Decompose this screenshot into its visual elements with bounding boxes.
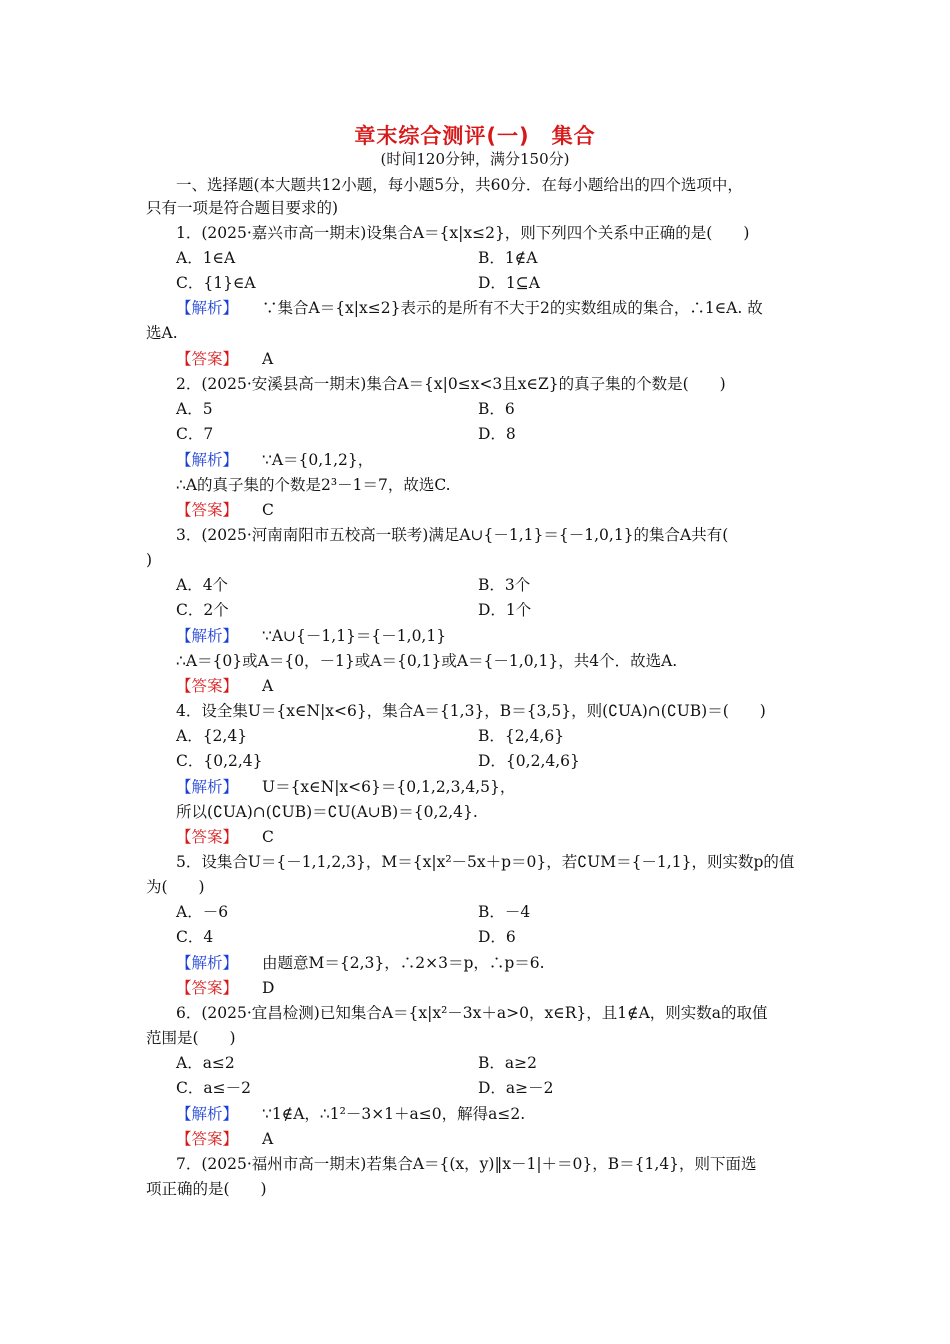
q2-option-c: C．7 xyxy=(176,425,214,443)
q7-stem: 7．(2025·福州市高一期末)若集合A＝{(x，y)‖x－1|＋＝0}，B＝{1,4}，则下面选 xyxy=(176,1155,757,1173)
q3-stem: 3．(2025·河南南阳市五校高一联考)满足A∪{－1,1}＝{－1,0,1}的集合A共有( xyxy=(176,526,729,544)
q1-answer-label: 【答案】 xyxy=(176,350,239,368)
q6-option-a: A．a≤2 xyxy=(176,1054,235,1072)
q1-option-b: B．1∉A xyxy=(478,249,538,267)
q6-stem-cont: 范围是( ) xyxy=(146,1029,236,1047)
q5-option-a: A．－6 xyxy=(176,903,229,921)
q4-analysis-cont: 所以(∁UA)∩(∁UB)＝∁U(A∪B)＝{0,2,4}. xyxy=(176,803,478,821)
q4-option-b: B．{2,4,6} xyxy=(478,727,565,745)
q4-stem: 4．设全集U＝{x∈N|x<6}，集合A＝{1,3}，B＝{3,5}，则(∁UA)∩(∁UB)＝( ) xyxy=(176,702,766,720)
q6-stem: 6．(2025·宜昌检测)已知集合A＝{x|x²－3x＋a>0，x∈R}，且1∉A，则实数a的取值 xyxy=(176,1004,768,1022)
q6-answer-label: 【答案】 xyxy=(176,1130,239,1148)
q2-option-b: B．6 xyxy=(478,400,515,418)
q5-answer: D xyxy=(262,979,275,997)
q4-analysis-label: 【解析】 xyxy=(176,778,239,796)
q2-analysis: ∵A＝{0,1,2}， xyxy=(262,451,374,469)
q4-option-a: A．{2,4} xyxy=(176,727,248,745)
q1-option-d: D．1⊆A xyxy=(478,274,540,292)
q3-stem-cont: ) xyxy=(146,551,153,569)
q3-option-c: C．2个 xyxy=(176,601,229,619)
q2-answer: C xyxy=(262,501,274,519)
q2-answer-label: 【答案】 xyxy=(176,501,239,519)
page-title: 章末综合测评(一) 集合 xyxy=(354,124,596,148)
q3-analysis-cont: ∴A＝{0}或A＝{0，－1}或A＝{0,1}或A＝{－1,0,1}，共4个．故选A. xyxy=(176,652,678,670)
q6-analysis-label: 【解析】 xyxy=(176,1105,239,1123)
q3-answer: A xyxy=(262,677,274,695)
q5-option-c: C．4 xyxy=(176,928,214,946)
q4-answer-label: 【答案】 xyxy=(176,828,239,846)
section-heading: 一、选择题(本大题共12小题，每小题5分，共60分．在每小题给出的四个选项中， xyxy=(176,176,743,194)
q3-option-d: D．1个 xyxy=(478,601,532,619)
q2-option-a: A．5 xyxy=(176,400,213,418)
q3-answer-label: 【答案】 xyxy=(176,677,239,695)
q5-analysis-label: 【解析】 xyxy=(176,954,239,972)
q2-stem: 2．(2025·安溪县高一期末)集合A＝{x|0≤x<3且x∈Z}的真子集的个数是( ) xyxy=(176,375,726,393)
q3-option-a: A．4个 xyxy=(176,576,229,594)
q1-answer: A xyxy=(262,350,274,368)
q1-option-a: A．1∈A xyxy=(176,249,236,267)
q1-stem: 1．(2025·嘉兴市高一期末)设集合A＝{x|x≤2}，则下列四个关系中正确的是( ) xyxy=(176,224,750,242)
q2-analysis-cont: ∴A的真子集的个数是2³－1＝7，故选C. xyxy=(176,476,451,494)
q4-analysis: U＝{x∈N|x<6}＝{0,1,2,3,4,5}， xyxy=(262,778,516,796)
q5-option-b: B．－4 xyxy=(478,903,531,921)
q6-option-d: D．a≥－2 xyxy=(478,1079,554,1097)
q1-analysis: ∵集合A＝{x|x≤2}表示的是所有不大于2的实数组成的集合，∴1∈A. 故 xyxy=(262,299,763,317)
q1-analysis-label: 【解析】 xyxy=(176,299,239,317)
q6-answer: A xyxy=(262,1130,274,1148)
q1-analysis-cont: 选A. xyxy=(146,324,178,342)
q3-analysis: ∵A∪{－1,1}＝{－1,0,1} xyxy=(262,627,447,645)
q5-stem: 5．设集合U＝{－1,1,2,3}，M＝{x|x²－5x＋p＝0}，若∁UM＝{－1,1}，则实数p的值 xyxy=(176,853,795,871)
q2-analysis-label: 【解析】 xyxy=(176,451,239,469)
q5-answer-label: 【答案】 xyxy=(176,979,239,997)
page-subtitle: (时间120分钟，满分150分) xyxy=(380,150,570,168)
q4-option-c: C．{0,2,4} xyxy=(176,752,263,770)
q7-stem-cont: 项正确的是( ) xyxy=(146,1180,267,1198)
q6-option-c: C．a≤－2 xyxy=(176,1079,251,1097)
q1-option-c: C．{1}∈A xyxy=(176,274,256,292)
q3-analysis-label: 【解析】 xyxy=(176,627,239,645)
q6-analysis: ∵1∉A，∴1²－3×1＋a≤0，解得a≤2. xyxy=(262,1105,526,1123)
q3-option-b: B．3个 xyxy=(478,576,531,594)
q5-analysis: 由题意M＝{2,3}，∴2×3＝p，∴p＝6. xyxy=(262,954,545,972)
q2-option-d: D．8 xyxy=(478,425,516,443)
q4-answer: C xyxy=(262,828,274,846)
q6-option-b: B．a≥2 xyxy=(478,1054,537,1072)
section-heading-cont: 只有一项是符合题目要求的) xyxy=(146,199,339,217)
q5-option-d: D．6 xyxy=(478,928,516,946)
q5-stem-cont: 为( ) xyxy=(146,878,205,896)
q4-option-d: D．{0,2,4,6} xyxy=(478,752,580,770)
